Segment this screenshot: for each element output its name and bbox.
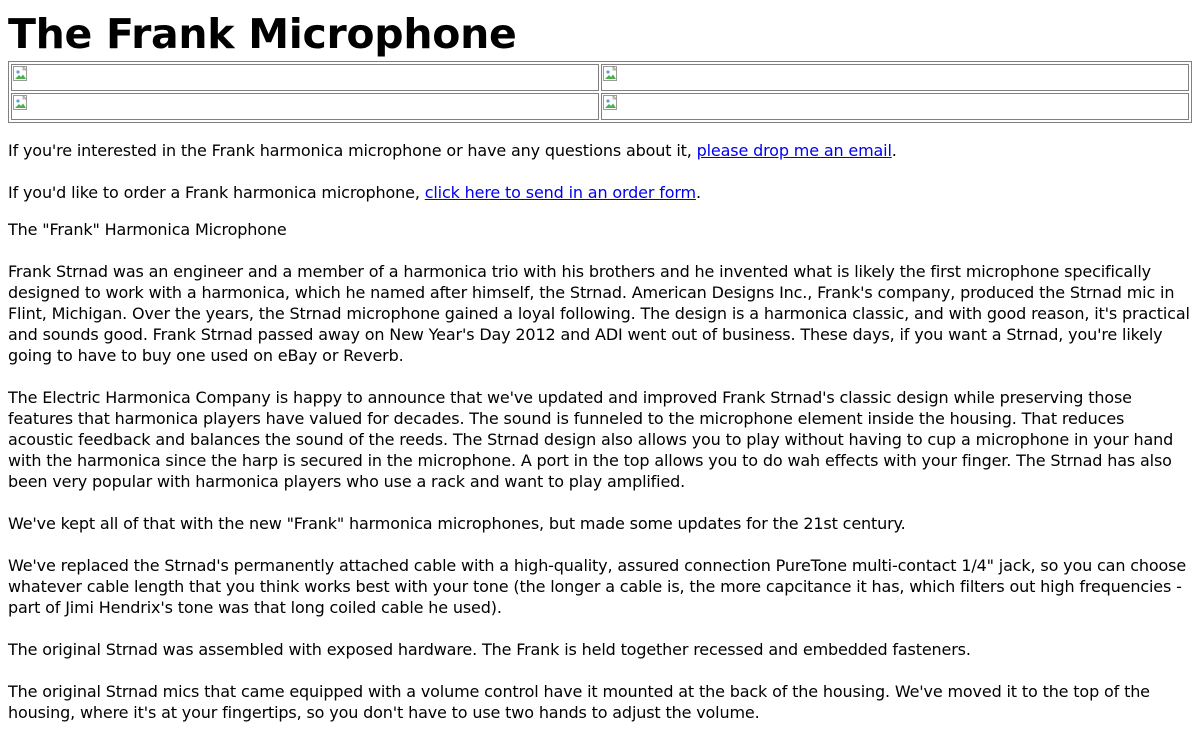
article-paragraph: The original Strnad was assembled with exposed hardware. The Frank is held together recessed and embedded fasteners. bbox=[8, 640, 971, 659]
gallery-cell bbox=[11, 93, 599, 120]
email-link[interactable]: please drop me an email bbox=[696, 141, 892, 160]
article-paragraph: The Electric Harmonica Company is happy to announce that we've updated and improved Frank Strnad's classic design while preserving those features that harmonica players have valued for decades. The sound is funneled to the microphone element inside the housing. That reduces acoustic feedback and balances the sound of the reeds. The Strnad design also allows you to play without having to cup a microphone in your hand with the harmonica since the harp is secured in the microphone. A port in the top allows you to do wah effects with your finger. The Strnad has also been very popular with harmonica players who use a rack and want to play amplified. bbox=[8, 388, 1174, 491]
article-paragraph: Frank Strnad was an engineer and a member of a harmonica trio with his brothers and he invented what is likely the first microphone specifically designed to work with a harmonica, which he named after himself, the Strnad. American Designs Inc., Frank's company, produced the Strnad mic in Flint, Michigan. Over the years, the Strnad microphone gained a loyal following. The design is a harmonica classic, and with good reason, it's practical and sounds good. Frank Strnad passed away on New Year's Day 2012 and ADI went out of business. These days, if you want a Strnad, you're likely going to have to buy one used on eBay or Reverb. bbox=[8, 262, 1190, 365]
image-gallery-table bbox=[8, 61, 1192, 123]
gallery-cell bbox=[601, 93, 1189, 120]
gallery-row bbox=[11, 64, 1189, 91]
broken-image-icon bbox=[603, 66, 619, 82]
page-content bbox=[0, 8, 1200, 723]
gallery-cell bbox=[11, 64, 599, 91]
order-paragraph bbox=[8, 182, 1192, 203]
broken-image-icon bbox=[13, 95, 29, 111]
article-paragraph: We've replaced the Strnad's permanently attached cable with a high-quality, assured connection PureTone multi-contact 1/4" jack, so you can choose whatever cable length that you think works best with your tone (the longer a cable is, the more capcitance it has, which filters out high frequencies - part of Jimi Hendrix's tone was that long coiled cable he used). bbox=[8, 556, 1187, 617]
article-heading: The "Frank" Harmonica Microphone bbox=[8, 220, 287, 239]
article-paragraph: We've kept all of that with the new "Frank" harmonica microphones, but made some updates for the 21st century. bbox=[8, 514, 906, 533]
gallery-row bbox=[11, 93, 1189, 120]
broken-image-icon bbox=[603, 95, 619, 111]
email-text: If you're interested in the Frank harmonica microphone or have any questions about it, bbox=[8, 141, 697, 160]
order-form-link[interactable]: click here to send in an order form bbox=[424, 183, 696, 202]
email-suffix: . bbox=[891, 141, 897, 160]
article-paragraph: The original Strnad mics that came equipped with a volume control have it mounted at the back of the housing. We've moved it to the top of the housing, where it's at your fingertips, so you don't have to use two hands to adjust the volume. bbox=[8, 682, 1150, 722]
order-text: If you'd like to order a Frank harmonica microphone, bbox=[8, 183, 425, 202]
gallery-cell bbox=[601, 64, 1189, 91]
email-paragraph bbox=[8, 140, 1192, 161]
order-suffix: . bbox=[695, 183, 701, 202]
broken-image-icon bbox=[13, 66, 29, 82]
page-title: The Frank Microphone bbox=[8, 10, 517, 58]
